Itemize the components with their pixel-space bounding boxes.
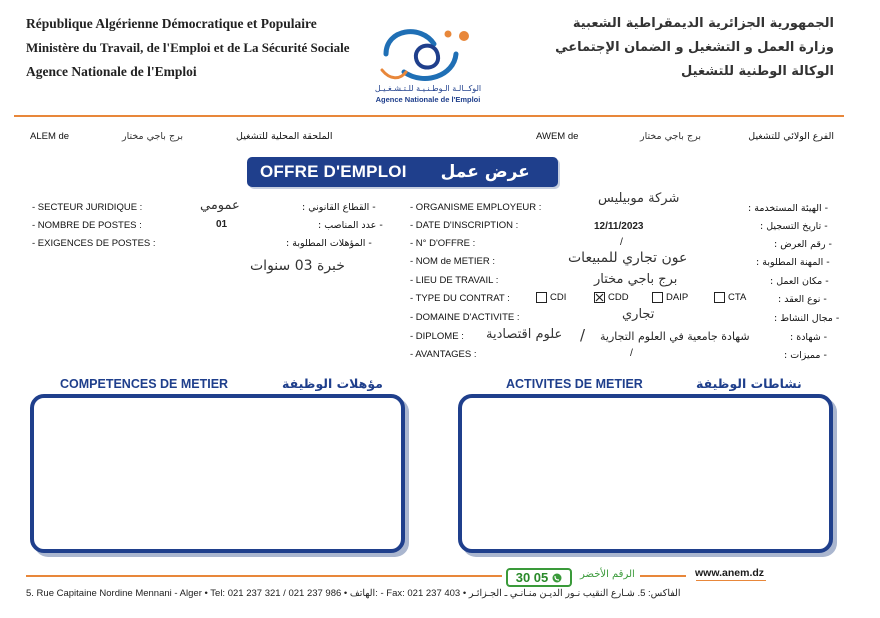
title-fr: OFFRE D'EMPLOI (260, 162, 407, 181)
activites-title: ACTIVITES DE METIER (506, 377, 643, 391)
organisme-label-ar: - الهيئة المستخدمة : (748, 203, 829, 214)
domaine-label-ar: - مجال النشاط : (774, 313, 840, 324)
contrat-option-label: CDD (608, 292, 629, 303)
alem-label-ar: الملحقة المحلية للتشغيل (236, 131, 333, 142)
postes-value: 01 (216, 219, 228, 230)
metier-value: عون تجاري للمبيعات (568, 250, 688, 266)
metier-label: - NOM de METIER : (410, 256, 495, 267)
checkbox-cta[interactable] (714, 292, 725, 303)
contrat-label: - TYPE DU CONTRAT : (410, 293, 510, 304)
domaine-value: تجاري (622, 307, 655, 322)
offre-label-ar: - رقم العرض : (774, 239, 832, 250)
secteur-label-ar: - القطاع القانوني : (302, 202, 376, 213)
contrat-option-cdi[interactable] (536, 292, 594, 303)
date-label: - DATE D'INSCRIPTION : (410, 220, 519, 231)
contrat-option-cdd[interactable] (594, 292, 652, 303)
green-number-badge (506, 568, 572, 587)
activites-box[interactable] (458, 394, 833, 553)
website-underline (696, 580, 766, 581)
exigences-label-ar: - المؤهلات المطلوبة : (286, 238, 372, 249)
date-value: 12/11/2023 (594, 221, 644, 232)
postes-label-ar: - عدد المناصب : (318, 220, 383, 231)
contrat-option-daip[interactable] (652, 292, 714, 303)
organisme-label: - ORGANISME EMPLOYEUR : (410, 202, 542, 213)
footer-rule-right (640, 575, 686, 577)
logo-caption-fr: Agence Nationale de l'Emploi (375, 95, 481, 104)
footer-address: 5. Rue Capitaine Nordine Mennani - Alger • Tel: 021 237 321 / 021 237 986 • الهاتف: - Fax: 021 237 403 • الفاكس: 5. شـارع النقيب نـور الديـن منـانـي ـ الجـزائـر (26, 588, 681, 599)
contrat-option-label: CDI (550, 292, 567, 303)
diplome-value-printed: شهادة جامعية في العلوم التجارية (600, 330, 750, 343)
awem-value: برج باجي مختار (640, 131, 701, 142)
phone-number: 30 05 (515, 570, 549, 585)
awem-label-ar: الفرع الولائي للتشغيل (748, 131, 834, 142)
contrat-label-ar: - نوع العقد : (778, 294, 827, 305)
lieu-label: - LIEU DE TRAVAIL : (410, 275, 499, 286)
postes-label: - NOMBRE DE POSTES : (32, 220, 142, 231)
date-label-ar: - تاريخ التسجيل : (760, 221, 828, 232)
competences-title: COMPETENCES DE METIER (60, 377, 229, 391)
header-ar-republic: الجمهورية الجزائرية الديمقراطية الشعبية (572, 16, 834, 31)
avantages-label: - AVANTAGES : (410, 349, 477, 360)
exigences-value: خبرة 03 سنوات (250, 258, 345, 274)
secteur-label: - SECTEUR JURIDIQUE : (32, 202, 143, 213)
footer-rule-left (26, 575, 502, 577)
header-fr-agency: Agence Nationale de l'Emploi (26, 64, 197, 79)
avantages-value: / (630, 347, 633, 359)
metier-label-ar: - المهنة المطلوبة : (756, 257, 830, 268)
competences-title-ar: مؤهلات الوظيفة (282, 376, 383, 391)
alem-value: برج باجي مختار (122, 131, 183, 142)
competences-box[interactable] (30, 394, 405, 553)
lieu-value: برج باجي مختار (594, 272, 678, 287)
diplome-label-ar: - شهادة : (790, 332, 828, 343)
lieu-label-ar: - مكان العمل : (770, 276, 829, 287)
cross-mark-icon (595, 293, 604, 302)
avantages-label-ar: - مميزات : (784, 350, 827, 361)
checkbox-cdi[interactable] (536, 292, 547, 303)
phone-icon (552, 573, 562, 583)
offre-value: / (620, 236, 623, 248)
domaine-label: - DOMAINE D'ACTIVITE : (410, 312, 520, 323)
header-fr-ministry: Ministère du Travail, de l'Emploi et de La Sécurité Sociale (26, 40, 350, 55)
offre-label: - N° D'OFFRE : (410, 238, 476, 249)
green-number-label: الرقم الأخضر (580, 569, 635, 580)
contrat-option-cta[interactable] (714, 292, 764, 303)
title-banner (247, 157, 558, 187)
header-ar-agency: الوكالة الوطنية للتشغيل (681, 64, 834, 79)
organisme-value: شركة موبيليس (598, 191, 680, 206)
header-rule (14, 115, 844, 117)
header-ar-ministry: وزارة العمل و التشغيل و الضمان الإجتماعي (555, 40, 834, 55)
awem-label: AWEM de (536, 131, 579, 142)
website-link[interactable]: www.anem.dz (695, 567, 765, 579)
contrat-option-label: CTA (728, 292, 747, 303)
alem-label: ALEM de (30, 131, 70, 142)
diplome-value-hand: علوم اقتصادية (486, 327, 563, 342)
anem-logo (376, 14, 482, 108)
checkbox-cdd-checked[interactable] (594, 292, 605, 303)
header-fr-republic: République Algérienne Démocratique et Populaire (26, 16, 317, 31)
title-ar: عرض عمل (440, 162, 530, 182)
contrat-options (536, 292, 764, 303)
diplome-label: - DIPLOME : (410, 331, 464, 342)
contrat-option-label: DAIP (666, 292, 689, 303)
secteur-value: عمومي (200, 198, 240, 213)
activites-title-ar: نشاطات الوظيفة (696, 376, 802, 391)
diplome-separator: / (580, 326, 586, 344)
logo-caption-ar: الوكــالـة الـوطـنـيـة للـتـشـغـيـل (374, 84, 482, 93)
exigences-label: - EXIGENCES DE POSTES : (32, 238, 156, 249)
checkbox-daip[interactable] (652, 292, 663, 303)
